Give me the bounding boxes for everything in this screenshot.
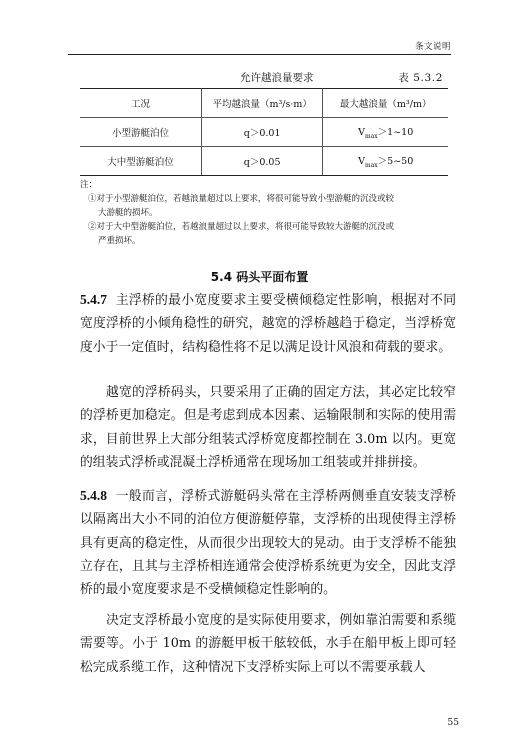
max-symbol: V [358, 156, 365, 168]
clause-text: 主浮桥的最小宽度要求主要受横倾稳定性影响，根据对不同宽度浮桥的小倾角稳性的研究，越宽的浮桥越趋于稳定，当浮桥宽度小于一定值时，结构稳性将不足以满足设计风浪和荷载的要求。 [80, 293, 457, 355]
clause-text: 一般而言，浮桥式游艇码头常在主浮桥两侧垂直安装支浮桥以隔离出大小不同的泊位方便游艇停靠，支浮桥的出现使得主浮桥具有更高的稳定性，从而很少出现较大的晃动。由于支浮桥不能独立存在，且其与主浮桥相连通常会使浮桥系统更为安全，因此支浮桥的最小宽度要求是不受横倾稳定性影响的。 [80, 489, 457, 598]
table-row [80, 147, 448, 176]
overtopping-table [80, 88, 448, 176]
table-cell: q＞0.01 [201, 118, 322, 147]
clause-number: 5.4.7 [80, 292, 107, 307]
note-1-line-1: ①对于小型游艇泊位，若越浪量超过以上要求，将很可能导致小型游艇的沉没或较 [88, 194, 395, 204]
section-heading: 5.4 码头平面布置 [210, 270, 309, 284]
note-1-line-2: 大游艇的损坏。 [98, 208, 158, 218]
table-cell [323, 118, 448, 147]
max-symbol: V [358, 127, 365, 139]
running-header: 条文说明 [414, 42, 451, 52]
clause-5-4-8 [80, 484, 456, 601]
note-2-line-1: ②对于大中型游艇泊位，若越浪量超过以上要求，将很可能导致较大游艇的沉没或 [88, 222, 395, 232]
clause-5-4-7 [80, 288, 456, 359]
page-number: 55 [447, 718, 459, 728]
column-header: 工况 [80, 89, 201, 118]
table-cell: 小型游艇泊位 [80, 118, 201, 147]
table-title: 允许越浪量要求 [240, 72, 314, 84]
paragraph: 越宽的浮桥码头，只要采用了正确的固定方法，其必定比较窄的浮桥更加稳定。但是考虑到成本因素、运输限制和实际的使用需求，目前世界上大部分组装式浮桥宽度都控制在 3.0m 以内。更宽的组装式浮桥或混凝土浮桥通常在现场加工组装或并排拼接。 [80, 385, 456, 470]
table-header-row [80, 89, 448, 118]
table-notes [80, 178, 453, 248]
header-rule [68, 54, 451, 55]
clause-number: 5.4.8 [80, 488, 107, 503]
max-value: ＞1~10 [377, 127, 414, 139]
table-cell: q＞0.05 [201, 147, 322, 176]
table-number: 表 5.3.2 [398, 72, 443, 84]
note-2-line-2: 严重损坏。 [98, 236, 141, 246]
column-header: 最大越浪量（m³/m） [323, 89, 448, 118]
max-subscript: max [365, 132, 378, 140]
table-cell [323, 147, 448, 176]
column-header: 平均越浪量（m³/s·m） [201, 89, 322, 118]
table-row [80, 118, 448, 147]
max-value: ＞5~50 [377, 156, 414, 168]
table-caption [80, 70, 449, 84]
table-cell: 大中型游艇泊位 [80, 147, 201, 176]
max-subscript: max [365, 161, 378, 169]
notes-label: 注： [80, 180, 98, 190]
paragraph: 决定支浮桥最小宽度的是实际使用要求，例如靠泊需要和系缆需要等。小于 10m 的游艇甲板干舷较低，水手在船甲板上即可轻松完成系缆工作，这种情况下支浮桥实际上可以不需要承载人 [80, 613, 456, 675]
